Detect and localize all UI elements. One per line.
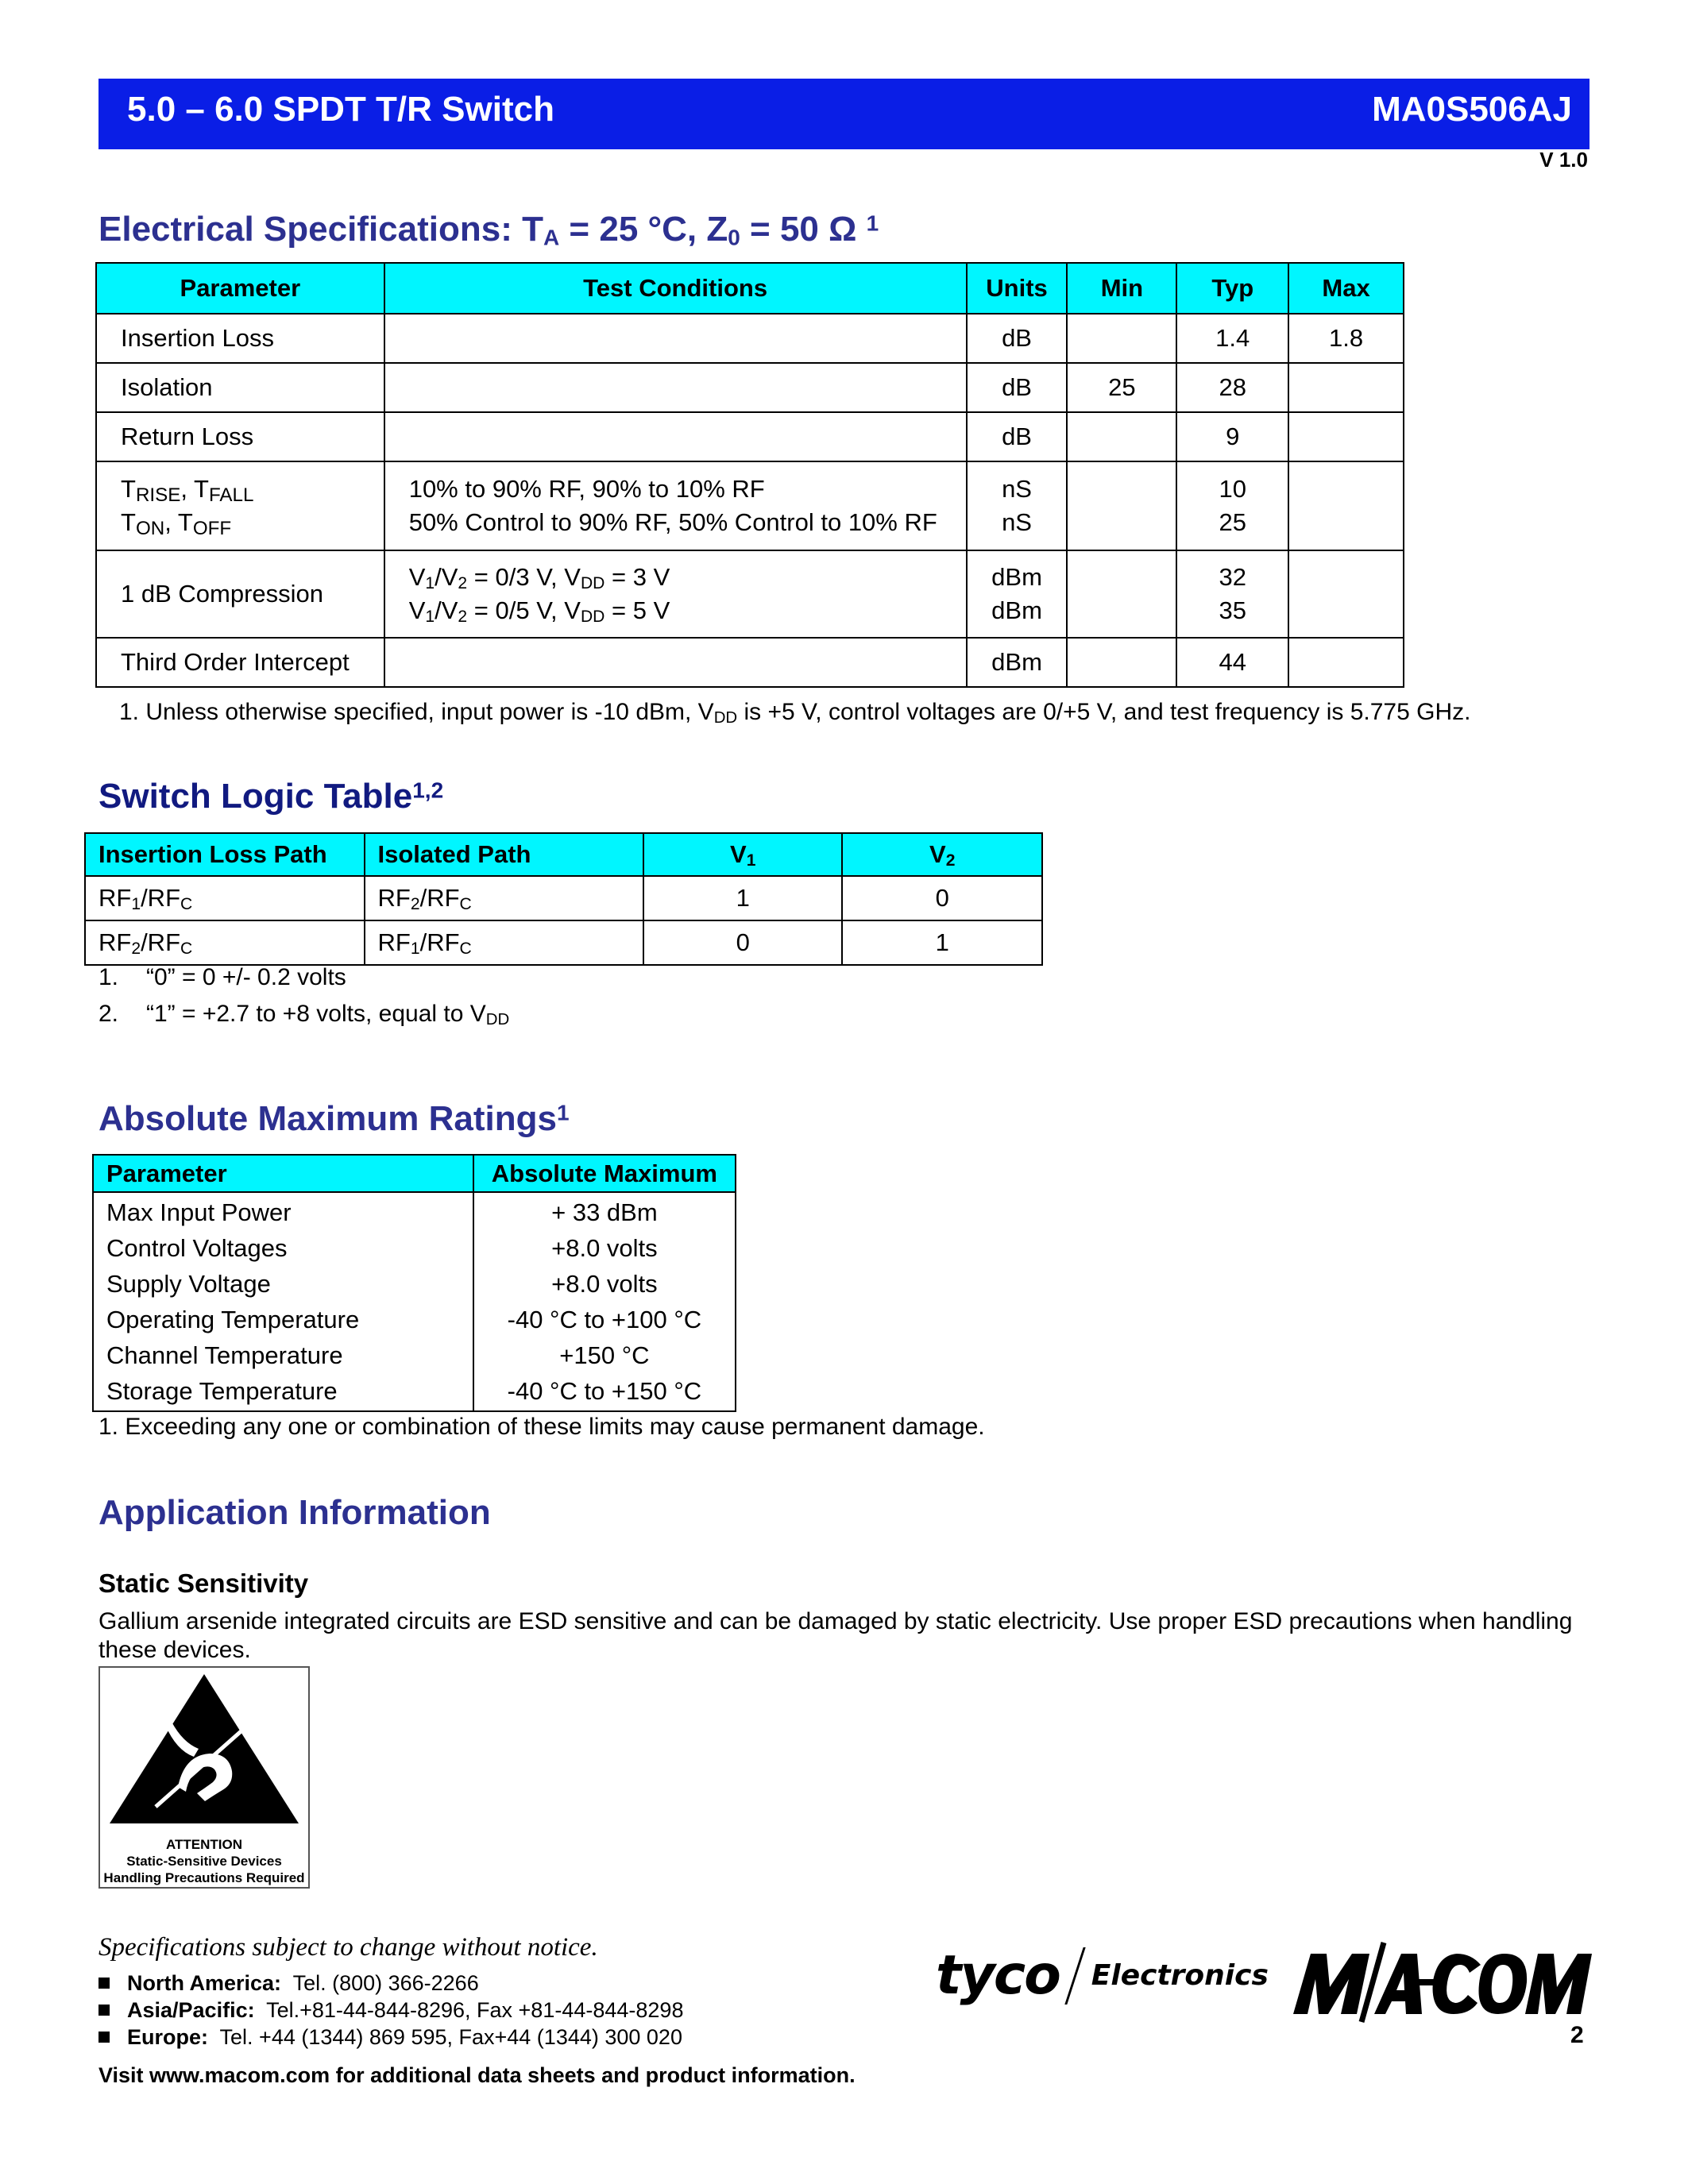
ratings-title: Absolute Maximum Ratings$^1$ [98, 1099, 570, 1138]
header-bar [98, 79, 1590, 149]
page-number: 2 [1570, 2022, 1584, 2048]
col-header-v1: $V_1$ [643, 833, 842, 876]
change-notice: Specifications subject to change without notice. [98, 1933, 598, 1962]
typ-line: 10 [1219, 475, 1246, 503]
logic-note-1: 1. “0” = 0 +/- 0.2 volts [98, 964, 346, 990]
macom-logo-mark [1290, 1938, 1592, 2025]
col-header-min: Min [1067, 263, 1176, 314]
typ-line: 35 [1219, 596, 1246, 624]
cell-min [1067, 638, 1176, 687]
esd-line: ATTENTION [165, 1837, 242, 1852]
cell-iso-path: $RF_2/RF_C$ [365, 876, 643, 920]
document-title: 5.0 – 6.0 SPDT T/R Switch [127, 90, 554, 129]
cell-min [1067, 412, 1176, 461]
col-header-typ: Typ [1176, 263, 1288, 314]
cell-iso-path: $RF_1/RF_C$ [365, 920, 643, 965]
electrical-specs-title: Electrical Specifications: $T_A = 25$ °C, $Z_0 = 50$ Ω $^1$ [98, 210, 879, 250]
esd-line: Handling Precautions Required [103, 1870, 305, 1885]
rating-value: +150 °C [559, 1341, 650, 1369]
tyco-electronics-logo [936, 1944, 1269, 2008]
visit-website-text: Visit www.macom.com for additional data sheets and product information. [98, 2063, 856, 2087]
unit-line: dBm [991, 563, 1042, 591]
cell-typ: 28 [1176, 363, 1288, 412]
table-header-row [96, 263, 1404, 314]
rating-value: +8.0 volts [551, 1234, 658, 1262]
table-row [85, 920, 1042, 965]
cell-conditions [384, 638, 967, 687]
cell-min [1067, 461, 1176, 550]
table-header-row [85, 833, 1042, 876]
esd-warning-icon [100, 1668, 308, 1835]
rating-value: +8.0 volts [551, 1270, 658, 1298]
esd-warning-text [100, 1836, 308, 1886]
ratings-max-column [473, 1192, 736, 1411]
col-header-il-path: Insertion Loss Path [85, 833, 365, 876]
cell-conditions [384, 314, 967, 363]
ratings-body [93, 1192, 736, 1411]
rating-parameter: Max Input Power [106, 1198, 292, 1226]
electronics-logo-text: Electronics [1091, 1959, 1269, 1992]
cell-min: 25 [1067, 363, 1176, 412]
cell-max [1288, 412, 1404, 461]
col-header-parameter: Parameter [93, 1155, 473, 1192]
contact-europe: Europe: Tel. +44 (1344) 869 595, Fax+44 (1344) 300 020 [98, 2025, 682, 2050]
rating-parameter: Supply Voltage [106, 1270, 271, 1298]
typ-line: 25 [1219, 508, 1246, 536]
col-header-max: Max [1288, 263, 1404, 314]
rating-parameter: Control Voltages [106, 1234, 288, 1262]
cell-max: 1.8 [1288, 314, 1404, 363]
table-row-compression [96, 550, 1404, 638]
contact-asia-pacific: Asia/Pacific: Tel.+81-44-844-8296, Fax +81-44-844-8298 [98, 1998, 683, 2023]
condition-line: 50% Control to 90% RF, 50% Control to 10% RF [408, 508, 937, 536]
cell-conditions [384, 412, 967, 461]
cell-parameter: Third Order Intercept [96, 638, 384, 687]
cell-units: dB [967, 412, 1068, 461]
condition-line: $V_1/V_2 = 0/3$ V, $V_{DD} = 3$ V [408, 563, 670, 593]
cell-il-path: $RF_1/RF_C$ [85, 876, 365, 920]
unit-line: dBm [991, 596, 1042, 624]
cell-parameter: 1 dB Compression [96, 550, 384, 638]
col-header-units: Units [967, 263, 1068, 314]
cell-max [1288, 363, 1404, 412]
rating-value: -40 °C to +150 °C [507, 1377, 702, 1405]
switch-logic-title: Switch Logic Table$^{1,2}$ [98, 777, 444, 816]
esd-warning-box [98, 1666, 310, 1889]
contact-north-america: North America: Tel. (800) 366-2266 [98, 1971, 479, 1996]
cell-conditions [384, 363, 967, 412]
table-row [96, 412, 1404, 461]
application-title: Application Information [98, 1493, 491, 1532]
table-row [96, 638, 1404, 687]
col-header-iso-path: Isolated Path [365, 833, 643, 876]
logo-divider [1065, 1947, 1086, 2005]
rating-value: -40 °C to +100 °C [507, 1306, 702, 1333]
cell-typ: 1.4 [1176, 314, 1288, 363]
cell-units: dB [967, 314, 1068, 363]
cell-units: dBm [967, 638, 1068, 687]
table-row-timing [96, 461, 1404, 550]
cell-min [1067, 314, 1176, 363]
cell-max [1288, 638, 1404, 687]
cell-conditions [384, 461, 967, 550]
bullet-icon [98, 2032, 110, 2043]
part-number: MA0S506AJ [1372, 90, 1572, 129]
cell-il-path: $RF_2/RF_C$ [85, 920, 365, 965]
cell-min [1067, 550, 1176, 638]
typ-line: 32 [1219, 563, 1246, 591]
unit-line: nS [1002, 508, 1032, 536]
rating-parameter: Storage Temperature [106, 1377, 338, 1405]
rating-parameter: Operating Temperature [106, 1306, 360, 1333]
tyco-logo-text: tyco [936, 1944, 1060, 2007]
ratings-table [92, 1154, 736, 1412]
col-header-v2: $V_2$ [842, 833, 1042, 876]
rating-parameter: Channel Temperature [106, 1341, 343, 1369]
col-header-conditions: Test Conditions [384, 263, 967, 314]
cell-parameter: Return Loss [96, 412, 384, 461]
electrical-specs-table [95, 262, 1404, 688]
cell-v2: 1 [842, 920, 1042, 965]
macom-logo [1290, 1938, 1592, 2025]
table-row [96, 314, 1404, 363]
param-rise-fall: $T_{RISE}$, $T_{FALL}$ [121, 475, 254, 506]
table-header-row [93, 1155, 736, 1192]
logic-note-2: 2. “1” = +2.7 to +8 volts, equal to $V_{DD}$ [98, 1001, 510, 1029]
cell-parameter: Insertion Loss [96, 314, 384, 363]
table-row [96, 363, 1404, 412]
static-sensitivity-paragraph: Gallium arsenide integrated circuits are ESD sensitive and can be damaged by static electricity. Use proper ESD precautions when handling these devices. [98, 1608, 1573, 1663]
version-label: V 1.0 [1539, 148, 1588, 172]
bullet-icon [98, 2005, 110, 2016]
cell-typ: 9 [1176, 412, 1288, 461]
condition-line: 10% to 90% RF, 90% to 10% RF [408, 475, 765, 503]
cell-typ [1176, 550, 1288, 638]
cell-v2: 0 [842, 876, 1042, 920]
cell-typ: 44 [1176, 638, 1288, 687]
cell-conditions [384, 550, 967, 638]
cell-max [1288, 550, 1404, 638]
unit-line: nS [1002, 475, 1032, 503]
table-row [85, 876, 1042, 920]
cell-v1: 1 [643, 876, 842, 920]
switch-logic-table [84, 832, 1043, 966]
bullet-icon [98, 1978, 110, 1989]
electrical-footnote: 1. Unless otherwise specified, input power is -10 dBm, $V_{DD}$ is +5 V, control voltages are 0/+5 V, and test frequency is 5.775 GHz. [119, 699, 1471, 727]
condition-line: $V_1/V_2 = 0/5$ V, $V_{DD} = 5$ V [408, 596, 670, 627]
static-sensitivity-heading: Static Sensitivity [98, 1569, 309, 1598]
param-on-off: $T_{ON}$, $T_{OFF}$ [121, 508, 232, 539]
cell-max [1288, 461, 1404, 550]
cell-units [967, 550, 1068, 638]
ratings-parameter-column [93, 1192, 473, 1411]
col-header-absolute-max: Absolute Maximum [473, 1155, 736, 1192]
cell-units: dB [967, 363, 1068, 412]
cell-parameter [96, 461, 384, 550]
cell-typ [1176, 461, 1288, 550]
cell-v1: 0 [643, 920, 842, 965]
col-header-parameter: Parameter [96, 263, 384, 314]
cell-parameter: Isolation [96, 363, 384, 412]
esd-line: Static-Sensitive Devices [126, 1854, 282, 1869]
cell-units [967, 461, 1068, 550]
rating-value: + 33 dBm [551, 1198, 658, 1226]
ratings-footnote: 1. Exceeding any one or combination of these limits may cause permanent damage. [98, 1414, 985, 1440]
